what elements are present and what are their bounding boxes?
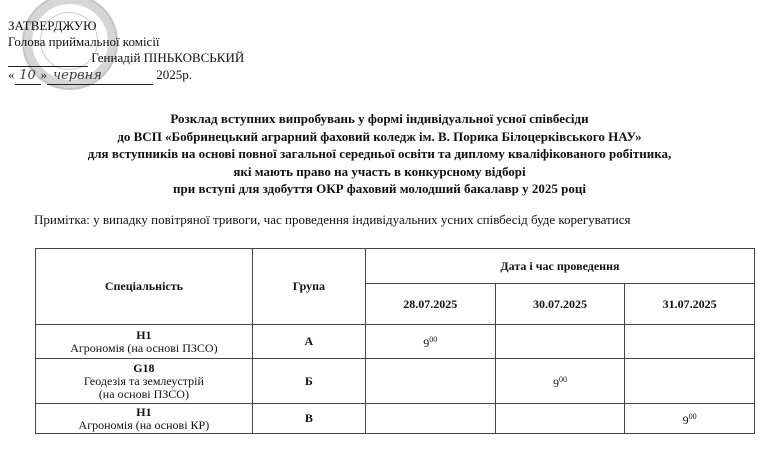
header-date: 28.07.2025 bbox=[365, 284, 495, 325]
time-hour: 9 bbox=[552, 375, 559, 390]
specialty-name: (на основі ПЗСО) bbox=[98, 386, 189, 401]
specialty-cell bbox=[36, 404, 253, 434]
header-date: 31.07.2025 bbox=[625, 284, 755, 325]
approver-position: Голова приймальної комісії bbox=[8, 34, 160, 49]
header-date: 30.07.2025 bbox=[495, 284, 625, 325]
approval-date bbox=[8, 67, 244, 85]
title-line: Розклад вступних випробувань у формі індивідуальної усної співбесіди bbox=[170, 111, 589, 126]
header-dates: Дата і час проведення bbox=[365, 249, 754, 284]
time-hour: 9 bbox=[682, 413, 689, 427]
group-cell: А bbox=[252, 325, 365, 359]
group-cell: Б bbox=[252, 359, 365, 404]
group-cell: В bbox=[252, 404, 365, 434]
title-line: при вступі для здобуття ОКР фаховий молодший бакалавр у 2025 році bbox=[173, 181, 586, 196]
date-year: 2025р. bbox=[156, 67, 192, 82]
time-cell bbox=[495, 325, 625, 359]
signature-field bbox=[8, 50, 88, 67]
document-title bbox=[0, 110, 759, 198]
time-hour: 9 bbox=[423, 336, 430, 350]
specialty-name: Геодезія та землеустрій bbox=[83, 373, 204, 388]
title-line: які мають право на участь в конкурсному відборі bbox=[233, 163, 526, 179]
time-minutes: 00 bbox=[429, 335, 438, 344]
approver-signature-line bbox=[8, 50, 244, 67]
title-line: для вступників на основі повної загальної середньої освіти та диплому кваліфікованого робітника, bbox=[87, 146, 672, 161]
table-row bbox=[36, 359, 755, 404]
specialty-cell bbox=[36, 359, 253, 404]
date-open-quote: « bbox=[8, 67, 15, 82]
time-cell bbox=[365, 404, 495, 434]
table-row bbox=[36, 404, 755, 434]
header-specialty: Спеціальність bbox=[36, 249, 253, 325]
approve-heading: ЗАТВЕРДЖУЮ bbox=[8, 18, 97, 33]
approver-name: Геннадій ПІНЬКОВСЬКИЙ bbox=[91, 50, 245, 65]
schedule-table bbox=[35, 248, 755, 434]
time-minutes: 00 bbox=[688, 412, 697, 421]
time-cell bbox=[625, 325, 755, 359]
table-row bbox=[36, 325, 755, 359]
specialty-code: G18 bbox=[133, 360, 155, 375]
header-group: Група bbox=[252, 249, 365, 325]
date-day: 10 bbox=[15, 68, 41, 85]
time-cell bbox=[625, 404, 755, 434]
time-cell bbox=[495, 359, 625, 404]
time-cell bbox=[495, 404, 625, 434]
specialty-name: Агрономія (на основі ПЗСО) bbox=[70, 340, 218, 355]
title-line: до ВСП «Бобринецький аграрний фаховий коледж ім. В. Порика Білоцерківського НАУ» bbox=[117, 128, 642, 144]
specialty-name: Агрономія (на основі КР) bbox=[78, 417, 210, 432]
date-month: червня bbox=[47, 68, 153, 85]
time-cell bbox=[365, 325, 495, 359]
time-cell bbox=[365, 359, 495, 404]
specialty-cell bbox=[36, 325, 253, 359]
date-close-quote: » bbox=[40, 67, 47, 82]
specialty-code: Н1 bbox=[136, 327, 152, 342]
approval-block bbox=[8, 18, 244, 85]
air-raid-note: Примітка: у випадку повітряної тривоги, час проведення індивідуальних усних співбесід буде корегуватися bbox=[34, 212, 631, 227]
time-minutes: 00 bbox=[558, 374, 567, 384]
time-cell bbox=[625, 359, 755, 404]
specialty-code: Н1 bbox=[136, 404, 152, 419]
